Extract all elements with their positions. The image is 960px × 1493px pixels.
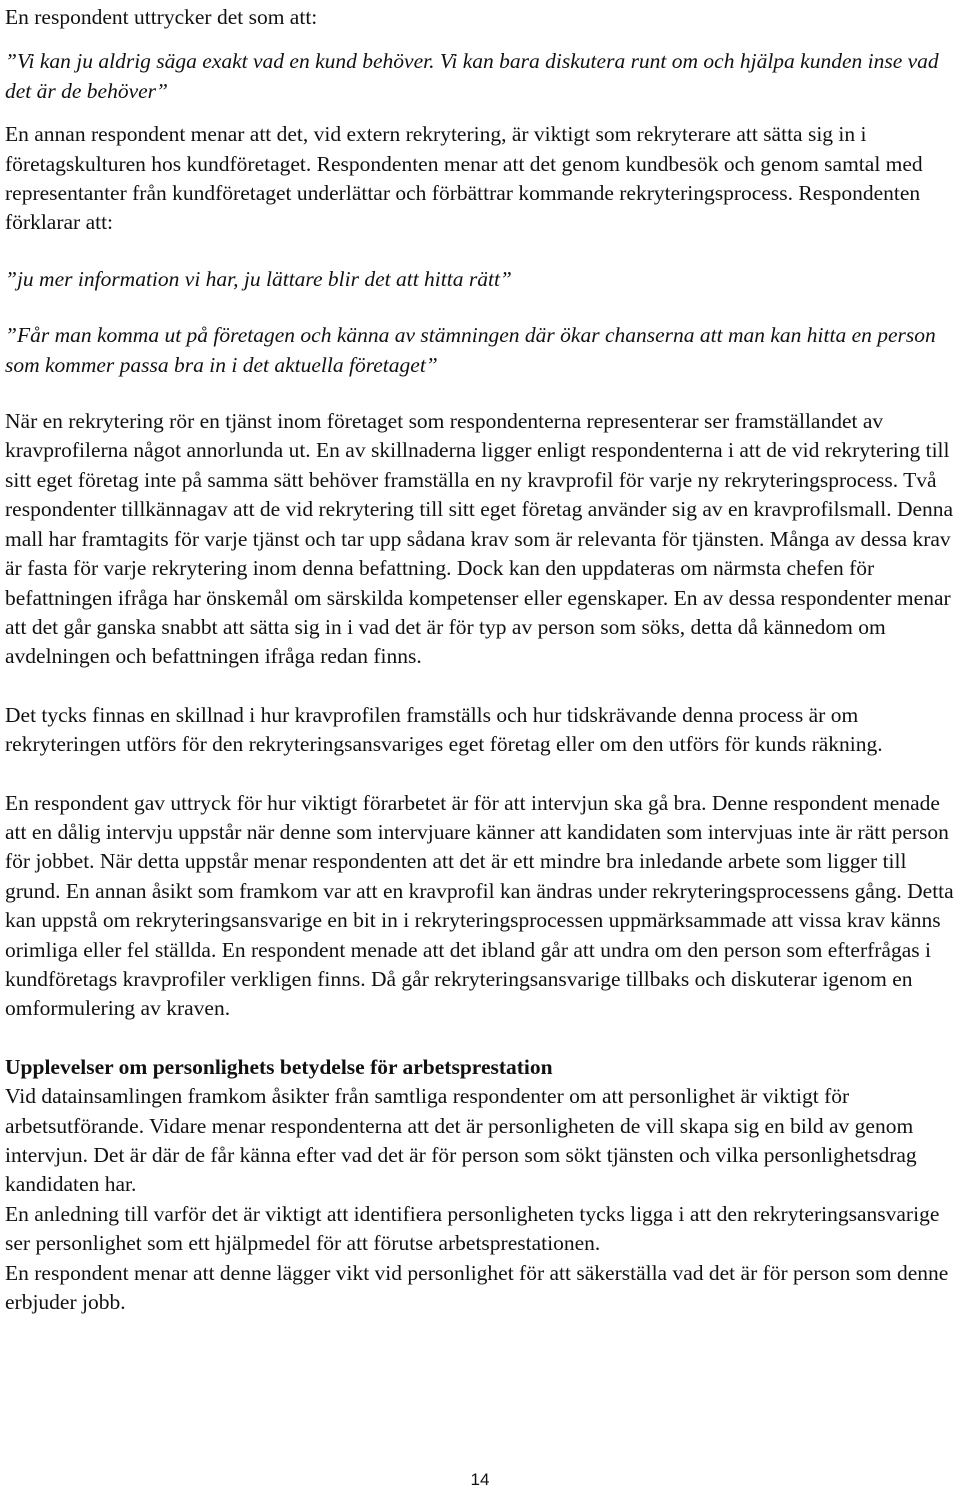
paragraph-foretagskultur: En annan respondent menar att det, vid extern rekrytering, är viktigt som rekryterare att sätta sig in i företagskulturen hos kundföretaget. Respondenten menar att det genom kundbesök och genom samtal med representanter från kundföretaget underlättar och förbättrar kommande rekryteringsprocess. Respondenten förklarar att: xyxy=(5,122,923,235)
page-number: 14 xyxy=(470,1470,490,1489)
paragraph-eget-foretag-kravprofil: När en rekrytering rör en tjänst inom företaget som respondenterna representerar ser framställandet av kravprofilerna något annorlunda ut. En av skillnaderna ligger enligt respondenterna i att de vid rekrytering till sitt eget företag inte på samma sätt behöver framställa en ny kravprofil för varje ny rekryteringsprocess. Två respondenter tillkännagav att de vid rekrytering till sitt eget företag använder sig av en kravprofilsmall. Denna mall har framtagits för varje tjänst och tar upp sådana krav som är relevanta för tjänsten. Många av dessa krav är fasta för varje rekrytering inom denna befattning. Dock kan den uppdateras om närmsta chefen för befattningen ifråga har önskemål om särskilda kompetenser eller egenskaper. En av dessa respondenter menar att det går ganska snabbt att sätta sig in i vad det är för typ av person som söks, detta då kännedom om avdelningen och befattningen ifråga redan finns. xyxy=(5,409,954,669)
paragraph-forarbete-intervju: En respondent gav uttryck för hur viktigt förarbetet är för att intervjun ska gå bra. Denne respondent menade att en dålig intervju uppstår när denne som intervjuare känner att kandidaten som intervjuas inte är rätt person för jobbet. När detta uppstår menar respondenten att det är ett mindre bra inledande arbete som ligger till grund. En annan åsikt som framkom var att en kravprofil kan ändras under rekryteringsprocessens gång. Detta kan uppstå om rekryteringsansvarige en bit in i rekryteringsprocessen uppmärksammade att vissa krav känns orimliga eller fel ställda. En respondent menade att det ibland går att undra om den person som efterfrågas i kundföretags kravprofiler verkligen finns. Då går rekryteringsansvarige tillbaks och diskuterar igenom en omformulering av kraven. xyxy=(5,790,954,1021)
quote-mer-information: ”ju mer information vi har, ju lättare blir det att hitta rätt” xyxy=(5,266,512,291)
section-heading: Upplevelser om personlighets betydelse för arbetsprestation xyxy=(5,1054,553,1079)
paragraph-datainsamling: Vid datainsamlingen framkom åsikter från samtliga respondenter om att personlighet är viktigt för arbetsutförande. Vidare menar respondenterna att det är personligheten de vill skapa sig en bild av genom intervjun. Det är där de får känna efter vad det är för person som sökt tjänsten och vilka personlighetsdrag kandidaten har. xyxy=(5,1084,917,1197)
quote-komma-ut-pa-foretagen: ”Får man komma ut på företagen och känna av stämningen där ökar chanserna att man kan hitta en person som kommer passa bra in i det aktuella företaget” xyxy=(5,323,936,377)
paragraph-sakerstalla: En respondent menar att denne lägger vikt vid personlighet för att säkerställa vad det är för person som denne erbjuder jobb. xyxy=(5,1260,949,1315)
paragraph-skillnad-kravprofil: Det tycks finnas en skillnad i hur kravprofilen framställs och hur tidskrävande denna process är om rekryteringen utförs för den rekryteringsansvariges eget företag eller om den utförs för kunds räkning. xyxy=(5,702,883,757)
paragraph-anledning: En anledning till varför det är viktigt att identifiera personligheten tycks ligga i att den rekryteringsansvarige ser personlighet som ett hjälpmedel för att förutse arbetsprestationen. xyxy=(5,1201,940,1256)
document-page xyxy=(5,3,957,1317)
intro-line: En respondent uttrycker det som att: xyxy=(5,5,318,29)
quote-aldrig-saga-exakt: ”Vi kan ju aldrig säga exakt vad en kund behöver. Vi kan bara diskutera runt om och hjälpa kunden inse vad det är de behöver” xyxy=(5,49,939,103)
